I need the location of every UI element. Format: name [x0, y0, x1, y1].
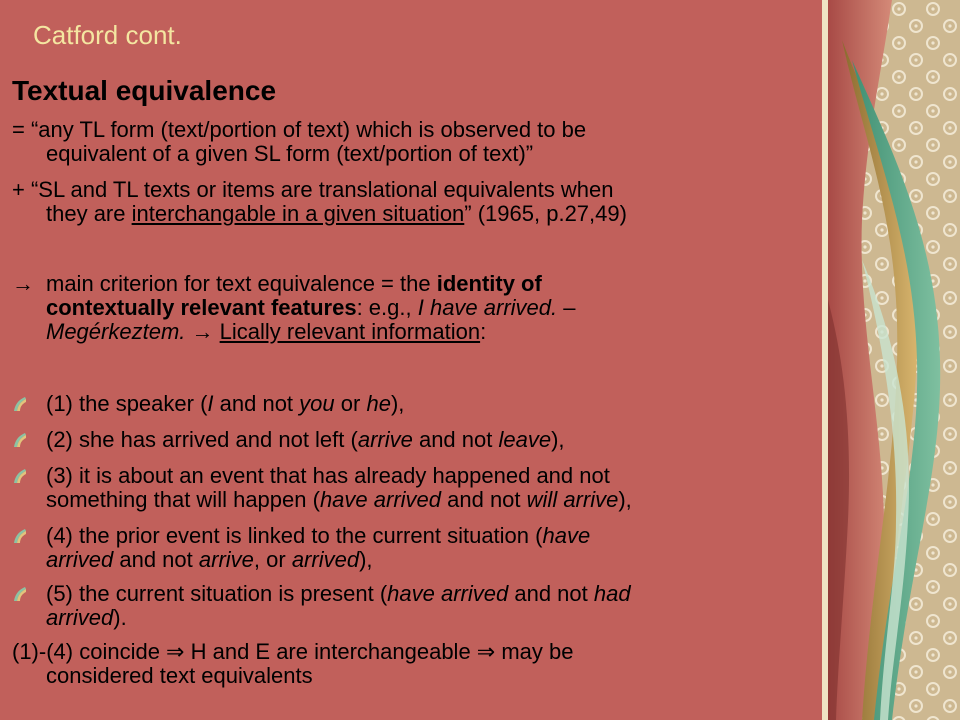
- list-item: [12, 392, 812, 416]
- bullet-icon: [12, 396, 28, 412]
- conclusion-paragraph: [12, 640, 812, 688]
- text-fragment: ),: [359, 547, 373, 572]
- conclusion-line-2: considered text equivalents: [46, 663, 313, 688]
- italic-term: he: [366, 391, 391, 416]
- text-fragment: H and E are interchangeable: [184, 639, 477, 664]
- italic-term: had: [593, 581, 631, 606]
- criterion-line-3: [12, 320, 812, 344]
- text-fragment: (1)-(4) coincide: [12, 639, 167, 664]
- text-fragment: ).: [113, 605, 127, 630]
- example-hungarian: Megérkeztem.: [46, 319, 186, 344]
- decorative-side-panel: [822, 0, 960, 720]
- text-fragment: and not: [412, 427, 499, 452]
- text-fragment: (1) the speaker (: [46, 391, 208, 416]
- interchangeability-line-1: + “SL and TL texts or items are translational equivalents when: [12, 177, 614, 202]
- text-fragment: ),: [551, 427, 565, 452]
- definition-line-1: = “any TL form (text/portion of text) which is observed to be: [12, 117, 587, 142]
- criterion-line-2: [12, 296, 812, 320]
- interchangeability-line-2: [12, 202, 812, 226]
- text-fragment: ),: [390, 391, 405, 416]
- italic-term: have arrived: [319, 487, 442, 512]
- italic-term: arrived: [291, 547, 360, 572]
- text-fragment: (3) it is about an event that has already happened and not: [46, 463, 610, 488]
- criterion-paragraph: [12, 272, 812, 344]
- underlined-phrase: Lically relevant information: [219, 319, 481, 344]
- text-fragment: (2) she has arrived and not left (: [46, 427, 358, 452]
- definition-paragraph: [12, 118, 812, 166]
- italic-term: arrived: [46, 605, 114, 630]
- underlined-phrase: interchangable in a given situation: [131, 201, 465, 226]
- italic-term: arrived: [46, 547, 114, 572]
- text-fragment: , or: [253, 547, 292, 572]
- text-fragment: something that will happen (: [46, 487, 320, 512]
- right-arrow-icon: →: [185, 319, 220, 344]
- slide-title: Catford cont.: [33, 20, 182, 50]
- italic-term: leave: [498, 427, 552, 452]
- italic-term: arrive: [198, 547, 254, 572]
- text-fragment: (5) the current situation is present (: [46, 581, 388, 606]
- italic-term: I: [207, 391, 214, 416]
- text-fragment: and not: [113, 547, 199, 572]
- bullet-icon: [12, 528, 28, 544]
- criterion-line-1: [12, 272, 812, 296]
- text-fragment: :: [480, 319, 487, 344]
- text-fragment: –: [557, 295, 576, 320]
- citation-text: ” (1965, p.27,49): [464, 201, 627, 226]
- text-fragment: (4) the prior event is linked to the current situation (: [46, 523, 543, 548]
- implies-arrow-icon: ⇒: [166, 639, 185, 664]
- text-fragment: or: [334, 391, 367, 416]
- interchangeability-paragraph: [12, 178, 812, 226]
- italic-term: you: [299, 391, 335, 416]
- text-fragment: and not: [213, 391, 300, 416]
- list-item: [12, 464, 812, 512]
- bullet-icon: [12, 468, 28, 484]
- list-item: [12, 428, 812, 452]
- text-fragment: they are: [46, 201, 132, 226]
- text-fragment: : e.g.,: [356, 295, 418, 320]
- bullet-icon: [12, 432, 28, 448]
- text-fragment: ),: [618, 487, 632, 512]
- implies-arrow-icon: ⇒: [476, 639, 496, 664]
- definition-line-2: equivalent of a given SL form (text/portion of text)”: [46, 141, 534, 166]
- section-heading: Textual equivalence: [12, 75, 277, 106]
- italic-term: have: [542, 523, 591, 548]
- italic-term: arrive: [357, 427, 413, 452]
- italic-term: will arrive: [526, 487, 619, 512]
- list-item: [12, 524, 812, 572]
- list-item: [12, 582, 812, 630]
- conclusion-line-1: [12, 640, 812, 664]
- bullet-icon: [12, 586, 28, 602]
- bold-phrase: identity of: [436, 271, 542, 296]
- text-fragment: and not: [508, 581, 594, 606]
- italic-term: have arrived: [387, 581, 509, 606]
- bold-phrase: contextually relevant features: [46, 295, 357, 320]
- example-english: I have arrived.: [417, 295, 558, 320]
- text-fragment: and not: [441, 487, 527, 512]
- right-arrow-icon: →: [12, 271, 34, 296]
- text-fragment: may be: [495, 639, 574, 664]
- text-fragment: main criterion for text equivalence = the: [46, 271, 437, 296]
